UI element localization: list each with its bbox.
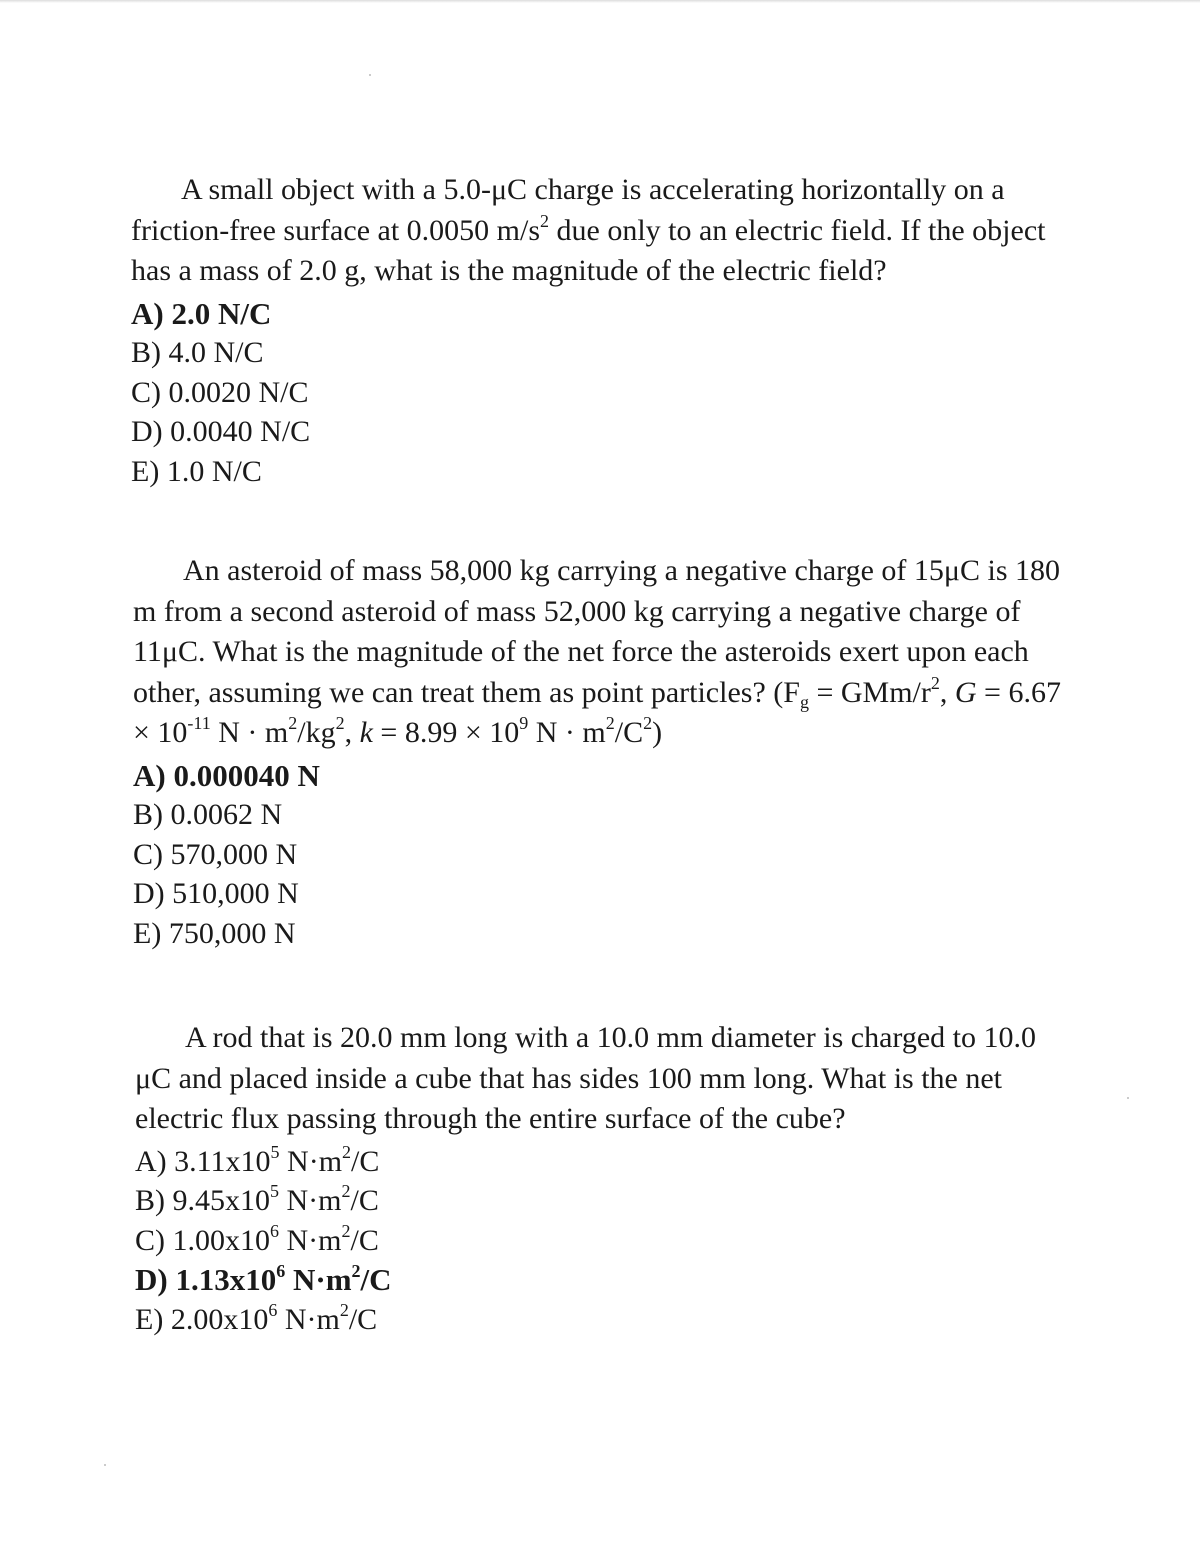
question-2-stem: An asteroid of mass 58,000 kg carrying a negative charge of 15μC is 180 m from a second asteroid of mass 52,000 kg carrying a negative charge of 11μC. What is the magnitude of the net force the asteroids exert upon each other, assuming we can treat them as point particles? ($F_g = GMm/r^2$, $G = 6.67 \times 10^{-11}$ $N \cdot m^2/kg^2$, $k = 8.99 \times 10^9$ $N \cdot m^2/C^2$) [133, 554, 1061, 749]
scan-speck [104, 1464, 106, 1466]
question-2-options [133, 756, 1073, 954]
scan-edge [0, 0, 1200, 3]
option-c: C) 570,000 N [133, 837, 298, 871]
scan-speck [1127, 1097, 1129, 1099]
question-3-stem: A rod that is 20.0 mm long with a 10.0 mm diameter is charged to 10.0 μC and placed inside a cube that has sides 100 mm long. What is the net electric flux passing through the entire surface of the cube? [135, 1021, 1037, 1135]
scan-speck [369, 74, 371, 76]
question-1-stem: A small object with a 5.0-μC charge is accelerating horizontally on a friction-free surface at 0.0050 $m/s^2$ due only to an electric field. If the object has a mass of 2.0 g, what is the magnitude of the electric field? [131, 173, 1046, 287]
option-b: B) $9.45x10^5$ $N\cdot m^2/C$ [135, 1181, 379, 1217]
option-c: C) $1.00x10^6$ $N\cdot m^2/C$ [135, 1220, 379, 1257]
question-3 [135, 1018, 1075, 1339]
option-b: B) 0.0062 N [133, 798, 283, 831]
option-d: D) 510,000 N [133, 877, 299, 910]
question-3-options [135, 1142, 1075, 1340]
option-e: E) 750,000 N [133, 916, 296, 950]
option-b: B) 4.0 N/C [131, 336, 264, 369]
option-e: E) $2.00x10^6$ $N\cdot m^2/C$ [135, 1299, 378, 1336]
option-d: D) $1.13x10^6$ $N\cdot m^2/C$ [135, 1261, 392, 1297]
question-1 [131, 170, 1071, 491]
option-a: A) $3.11x10^5$ $N\cdot m^2/C$ [135, 1141, 380, 1178]
question-2 [133, 551, 1073, 953]
option-a: A) 0.000040 N [133, 757, 320, 793]
option-d: D) 0.0040 N/C [131, 415, 311, 448]
option-e: E) 1.0 N/C [131, 454, 262, 488]
question-1-options [131, 294, 1071, 492]
option-c: C) 0.0020 N/C [131, 375, 309, 409]
option-a: A) 2.0 N/C [131, 295, 272, 331]
